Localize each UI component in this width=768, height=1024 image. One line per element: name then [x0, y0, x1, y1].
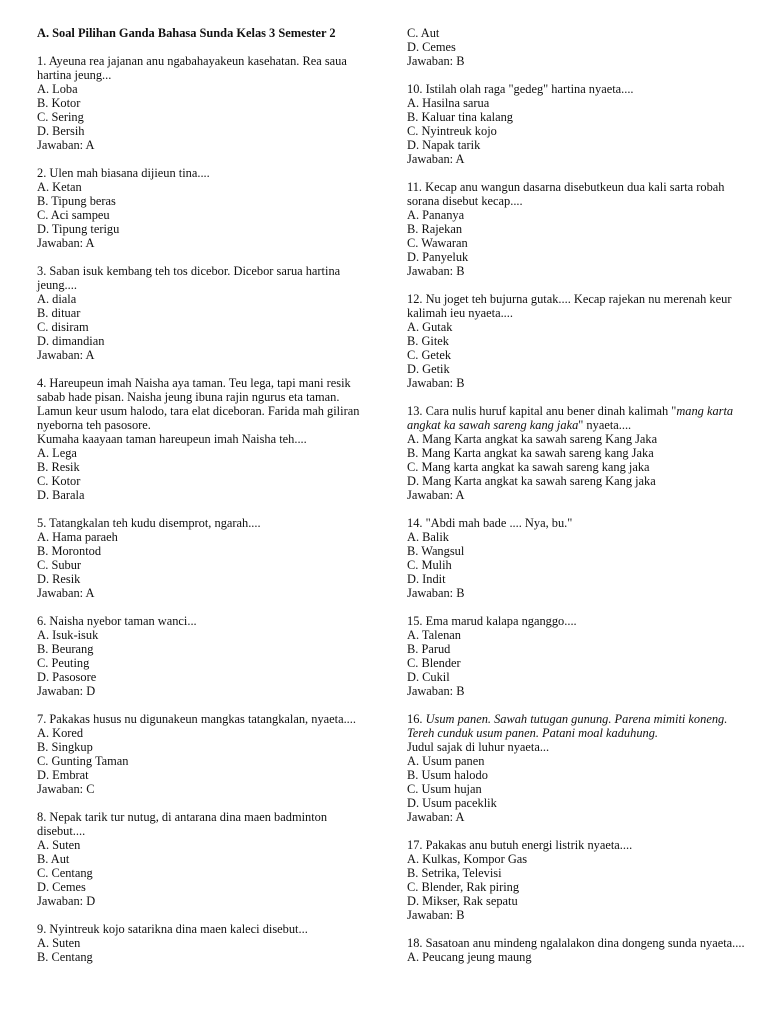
- question-text: 10. Istilah olah raga "gedeg" hartina nyaeta....: [407, 82, 634, 96]
- option: A. Hasilna sarua: [407, 96, 490, 110]
- option: A. diala: [37, 292, 77, 306]
- option: B. Singkup: [37, 740, 93, 754]
- question-9-continued: [407, 26, 747, 68]
- option: C. Blender: [407, 656, 461, 670]
- option: D. Mang Karta angkat ka sawah sareng Kang jaka: [407, 474, 656, 488]
- option: D. Napak tarik: [407, 138, 481, 152]
- question-text-post: " nyaeta....: [578, 418, 632, 432]
- question-text: [407, 404, 747, 432]
- answer: Jawaban: B: [407, 684, 465, 698]
- option: C. Nyintreuk kojo: [407, 124, 497, 138]
- question-16: [407, 712, 747, 824]
- option: C. Sering: [37, 110, 84, 124]
- option: B. Centang: [37, 950, 93, 964]
- answer: Jawaban: A: [407, 488, 465, 502]
- question-8: [37, 810, 377, 908]
- option: A. Lega: [37, 446, 77, 460]
- question-text: 1. Ayeuna rea jajanan anu ngabahayakeun kasehatan. Rea saua hartina jeung...: [37, 54, 347, 82]
- option: A. Isuk-isuk: [37, 628, 99, 642]
- option: B. Resik: [37, 460, 80, 474]
- option: A. Suten: [37, 936, 81, 950]
- option: B. Morontod: [37, 544, 102, 558]
- option: D. Barala: [37, 488, 85, 502]
- option: A. Ketan: [37, 180, 82, 194]
- question-15: [407, 614, 747, 698]
- option: C. Peuting: [37, 656, 90, 670]
- answer: Jawaban: B: [407, 908, 465, 922]
- option: D. Cukil: [407, 670, 450, 684]
- option: D. Indit: [407, 572, 446, 586]
- option: A. Balik: [407, 530, 449, 544]
- question-14: [407, 516, 747, 600]
- option: C. Wawaran: [407, 236, 468, 250]
- question-text: 18. Sasatoan anu mindeng ngalalakon dina dongeng sunda nyaeta....: [407, 936, 745, 950]
- option: D. Pasosore: [37, 670, 97, 684]
- question-7: [37, 712, 377, 796]
- option: B. dituar: [37, 306, 81, 320]
- question-2: [37, 166, 377, 250]
- question-6: [37, 614, 377, 698]
- question-text-italic: Usum panen. Sawah tutugan gunung. Parena mimiti koneng. Tereh cunduk usum panen. Patani moal kaduhung.: [407, 712, 728, 740]
- question-9: [37, 922, 377, 964]
- answer: Jawaban: B: [407, 376, 465, 390]
- option: A. Peucang jeung maung: [407, 950, 532, 964]
- option: B. Parud: [407, 642, 451, 656]
- option: B. Tipung beras: [37, 194, 116, 208]
- option: D. Usum paceklik: [407, 796, 497, 810]
- answer: Jawaban: A: [37, 138, 95, 152]
- question-text: 11. Kecap anu wangun dasarna disebutkeun dua kali sarta robah sorana disebut kecap....: [407, 180, 725, 208]
- answer: Jawaban: A: [37, 236, 95, 250]
- option: B. Usum halodo: [407, 768, 488, 782]
- option: C. Centang: [37, 866, 93, 880]
- option: D. Getik: [407, 362, 450, 376]
- question-text: 8. Nepak tarik tur nutug, di antarana dina maen badminton disebut....: [37, 810, 328, 838]
- option: A. Suten: [37, 838, 81, 852]
- question-text: 3. Saban isuk kembang teh tos dicebor. Dicebor sarua hartina jeung....: [37, 264, 341, 292]
- option: C. Aut: [407, 26, 440, 40]
- left-column: [37, 26, 377, 978]
- question-text: 6. Naisha nyebor taman wanci...: [37, 614, 197, 628]
- option: C. Mulih: [407, 558, 452, 572]
- question-text-pre: 16.: [407, 712, 426, 726]
- option: A. Usum panen: [407, 754, 485, 768]
- question-text: 9. Nyintreuk kojo satarikna dina maen kaleci disebut...: [37, 922, 308, 936]
- option: D. Resik: [37, 572, 81, 586]
- option: C. Aci sampeu: [37, 208, 110, 222]
- answer: Jawaban: D: [37, 684, 96, 698]
- option: A. Talenan: [407, 628, 461, 642]
- option: D. Tipung terigu: [37, 222, 120, 236]
- answer: Jawaban: A: [407, 152, 465, 166]
- option: A. Pananya: [407, 208, 465, 222]
- option: D. Cemes: [37, 880, 86, 894]
- option: C. Kotor: [37, 474, 81, 488]
- question-12: [407, 292, 747, 390]
- option: B. Rajekan: [407, 222, 463, 236]
- option: D. Bersih: [37, 124, 85, 138]
- answer: Jawaban: D: [37, 894, 96, 908]
- option: A. Loba: [37, 82, 78, 96]
- option: B. Mang Karta angkat ka sawah sareng kang Jaka: [407, 446, 654, 460]
- option: A. Hama paraeh: [37, 530, 118, 544]
- option: A. Gutak: [407, 320, 453, 334]
- right-column: [407, 26, 747, 978]
- option: B. Beurang: [37, 642, 94, 656]
- option: D. dimandian: [37, 334, 105, 348]
- question-18: [407, 936, 747, 964]
- question-text: 12. Nu joget teh bujurna gutak.... Kecap rajekan nu merenah keur kalimah ieu nyaeta....: [407, 292, 732, 320]
- option: D. Panyeluk: [407, 250, 469, 264]
- question-text: 5. Tatangkalan teh kudu disemprot, ngarah....: [37, 516, 261, 530]
- question-text: 4. Hareupeun imah Naisha aya taman. Teu lega, tapi mani resik sabab hade pisan. Naisha jeung ibuna rajin ngurus eta taman. Lamun keur usum halodo, tara elat diceboran. Farida mah giliran nyeborna teh pasosore.: [37, 376, 360, 432]
- question-3: [37, 264, 377, 362]
- option: B. Aut: [37, 852, 70, 866]
- option: A. Kulkas, Kompor Gas: [407, 852, 528, 866]
- option: C. Gunting Taman: [37, 754, 129, 768]
- option: C. disiram: [37, 320, 89, 334]
- option: A. Mang Karta angkat ka sawah sareng Kang Jaka: [407, 432, 658, 446]
- question-11: [407, 180, 747, 278]
- option: B. Setrika, Televisi: [407, 866, 502, 880]
- question-text: 15. Ema marud kalapa nganggo....: [407, 614, 577, 628]
- answer: Jawaban: B: [407, 264, 465, 278]
- question-13: [407, 404, 747, 502]
- answer: Jawaban: B: [407, 54, 465, 68]
- question-prompt: Kumaha kaayaan taman hareupeun imah Naisha teh....: [37, 432, 307, 446]
- question-17: [407, 838, 747, 922]
- question-text: 17. Pakakas anu butuh energi listrik nyaeta....: [407, 838, 633, 852]
- question-text-italic: mang karta angkat ka sawah sareng kang jaka: [407, 404, 734, 432]
- option: D. Embrat: [37, 768, 89, 782]
- question-text: 7. Pakakas husus nu digunakeun mangkas tatangkalan, nyaeta....: [37, 712, 356, 726]
- option: B. Kotor: [37, 96, 81, 110]
- question-prompt: Judul sajak di luhur nyaeta...: [407, 740, 550, 754]
- question-1: [37, 54, 377, 152]
- question-text: 2. Ulen mah biasana dijieun tina....: [37, 166, 210, 180]
- question-text-pre: 13. Cara nulis huruf kapital anu bener dinah kalimah ": [407, 404, 677, 418]
- answer: Jawaban: A: [37, 348, 95, 362]
- option: A. Kored: [37, 726, 84, 740]
- question-4: [37, 376, 377, 502]
- answer: Jawaban: B: [407, 586, 465, 600]
- answer: Jawaban: C: [37, 782, 95, 796]
- option: D. Mikser, Rak sepatu: [407, 894, 518, 908]
- question-5: [37, 516, 377, 600]
- option: B. Gitek: [407, 334, 449, 348]
- option: C. Usum hujan: [407, 782, 482, 796]
- answer: Jawaban: A: [37, 586, 95, 600]
- option: D. Cemes: [407, 40, 456, 54]
- option: C. Mang karta angkat ka sawah sareng kang jaka: [407, 460, 650, 474]
- question-10: [407, 82, 747, 166]
- option: C. Getek: [407, 348, 452, 362]
- question-text: 14. "Abdi mah bade .... Nya, bu.": [407, 516, 573, 530]
- page-title: A. Soal Pilihan Ganda Bahasa Sunda Kelas 3 Semester 2: [37, 26, 336, 40]
- option: B. Kaluar tina kalang: [407, 110, 513, 124]
- option: C. Subur: [37, 558, 82, 572]
- answer: Jawaban: A: [407, 810, 465, 824]
- question-text: [407, 712, 747, 740]
- option: B. Wangsul: [407, 544, 465, 558]
- option: C. Blender, Rak piring: [407, 880, 520, 894]
